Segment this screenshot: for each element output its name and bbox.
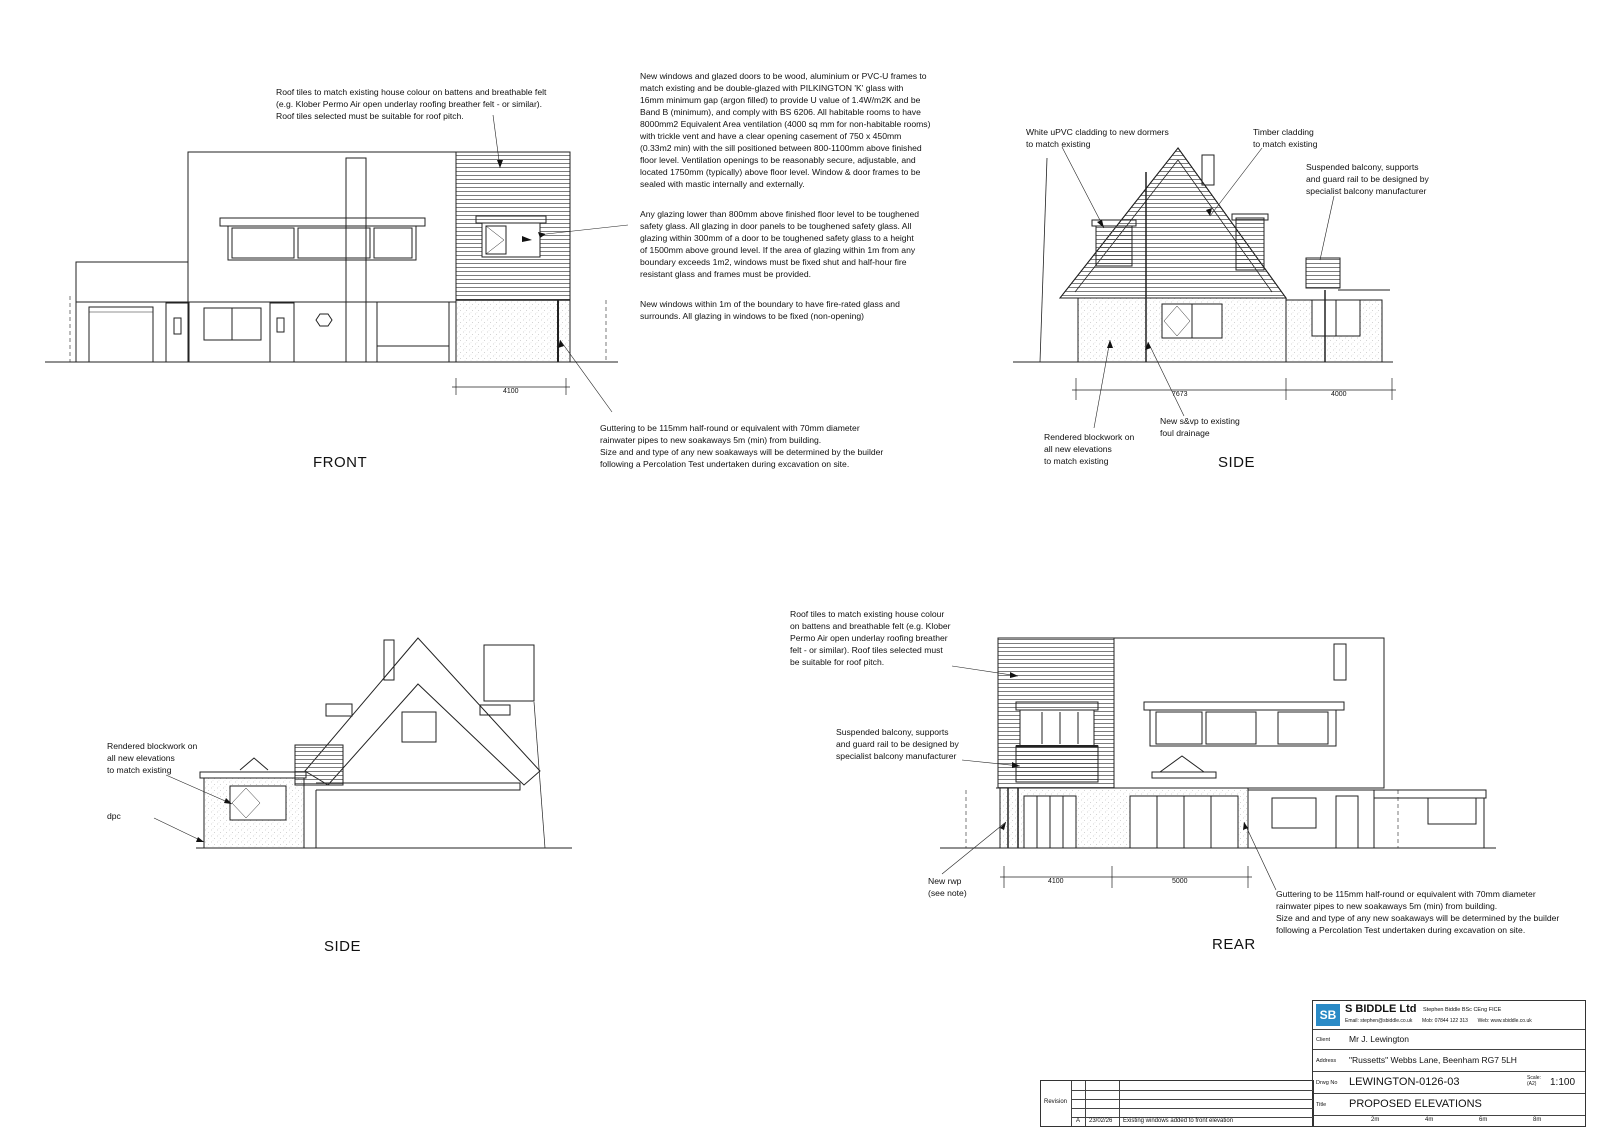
side-balcony-note: Suspended balcony, supports and guard rail to be designed by specialist balcony manufacturer — [1306, 162, 1429, 196]
engineer-name: Stephen Biddle BSc CEng FICE — [1423, 1007, 1502, 1013]
side-view-title-right: SIDE — [1218, 454, 1256, 471]
rear-view-title: REAR — [1212, 936, 1256, 953]
side-dim-4000: 4000 — [1331, 391, 1347, 398]
side-upvc-note: White uPVC cladding to new dormers to match existing — [1026, 127, 1169, 149]
contact-line: Email: stephen@sbiddle.co.uk Mob: 07844 122 313 Web: www.sbiddle.co.uk — [1345, 1018, 1532, 1024]
rear-roof-note: Roof tiles to match existing house colour on battens and breathable felt (e.g. Klober Permo Air open underlay roofing breather felt - or similar). Roof tiles selected must be suitable for roof pitch. — [790, 609, 951, 667]
revision-date: 23/02/26 — [1089, 1118, 1113, 1124]
drawing-number: LEWINGTON-0126-03 — [1349, 1076, 1460, 1088]
side-left-dpc-note: dpc — [107, 811, 121, 821]
front-dim-4100: 4100 — [503, 388, 519, 395]
windows-spec-para-2: Any glazing lower than 800mm above finished floor level to be toughened safety glass. All glazing in door panels to be toughened safety glass. All glazing within 300mm of a door to be toughened safety glass to a height of 1500mm above ground level. If the area of glazing within 1m from any boundary exceeds 1m2, windows must be fixed shut and half-hour fire resistant glass and frames must be provided. — [640, 209, 919, 279]
address-label: Address — [1316, 1058, 1337, 1064]
drawing-title: PROPOSED ELEVATIONS — [1349, 1098, 1482, 1110]
rear-dim-4100: 4100 — [1048, 878, 1064, 885]
company-logo: SB — [1316, 1004, 1340, 1026]
side-timber-note: Timber cladding to match existing — [1253, 127, 1318, 149]
windows-spec-para-1: New windows and glazed doors to be wood, aluminium or PVC-U frames to match existing and be double-glazed with PILKINGTON 'K' glass with 16mm minimum gap (argon filled) to provide U value of 1.4W/m2K and be Band B (minimum), and comply with BS 6206. All habitable rooms to have 8000mm2 Equivalent Area ventilation (4000 sq mm for non-habitable rooms) with trickle vent and have a clear opening casement of 750 x 450mm (0.33m2 min) with the sill positioned between 800-1100mm above finished floor level. Ventilation openings to be reasonably secure, adjustable, and located 1750mm (typically) above floor level. Window & door frames to be sealed with mastic internally and externally. — [640, 71, 931, 189]
company-name: S BIDDLE Ltd — [1345, 1003, 1417, 1015]
rear-rwp-note: New rwp (see note) — [928, 876, 967, 898]
client-label: Client — [1316, 1037, 1331, 1043]
title-block — [1312, 1000, 1586, 1127]
scale-bar-2m: 2m — [1371, 1117, 1380, 1123]
side-render-note: Rendered blockwork on all new elevations to match existing — [1044, 432, 1135, 466]
address-value: "Russetts" Webbs Lane, Beenham RG7 5LH — [1349, 1055, 1517, 1065]
scale-bar-8m: 8m — [1533, 1117, 1542, 1123]
front-elevation — [45, 115, 628, 412]
scale-bar-6m: 6m — [1479, 1117, 1488, 1123]
revision-letter: A — [1076, 1118, 1081, 1124]
rear-dim-5000: 5000 — [1172, 878, 1188, 885]
front-gutter-note: Guttering to be 115mm half-round or equivalent with 70mm diameter rainwater pipes to new soakaways 5m (min) from building. Size and and type of any new soakaways will be determined by the builder following a Percolation Test undertaken during excavation on site. — [600, 423, 884, 469]
side-dim-7673: 7673 — [1172, 391, 1188, 398]
rear-balcony-note: Suspended balcony, supports and guard rail to be designed by specialist balcony manufacturer — [836, 727, 959, 761]
revision-label: Revision — [1044, 1099, 1068, 1105]
side-left-render-note: Rendered blockwork on all new elevations to match existing — [107, 741, 198, 775]
revision-block — [1040, 1080, 1314, 1127]
title-label: Title — [1316, 1102, 1327, 1108]
windows-spec-note — [640, 58, 950, 340]
front-roof-note: Roof tiles to match existing house colour on battens and breathable felt (e.g. Klober Permo Air open underlay roofing breather felt - or similar). Roof tiles selected must be suitable for roof pitch. — [276, 87, 547, 121]
side-view-title-left: SIDE — [324, 938, 362, 955]
rear-elevation — [940, 638, 1496, 890]
client-name: Mr J. Lewington — [1349, 1034, 1409, 1044]
drawing-number-label: Drwg No — [1316, 1080, 1338, 1086]
scale-bar-4m: 4m — [1425, 1117, 1434, 1123]
scale-label: Scale: (A2) — [1527, 1075, 1541, 1087]
revision-description: Existing windows added to front elevation — [1123, 1118, 1234, 1124]
front-view-title: FRONT — [313, 454, 368, 471]
windows-spec-para-3: New windows within 1m of the boundary to have fire-rated glass and surrounds. All glazing in windows to be fixed (non-opening) — [640, 299, 900, 321]
side-svp-note: New s&vp to existing foul drainage — [1160, 416, 1240, 438]
rear-gutter-note: Guttering to be 115mm half-round or equivalent with 70mm diameter rainwater pipes to new soakaways 5m (min) from building. Size and and type of any new soakaways will be determined by the builder following a Percolation Test undertaken during excavation on site. — [1276, 889, 1560, 935]
scale-value: 1:100 — [1550, 1077, 1576, 1088]
